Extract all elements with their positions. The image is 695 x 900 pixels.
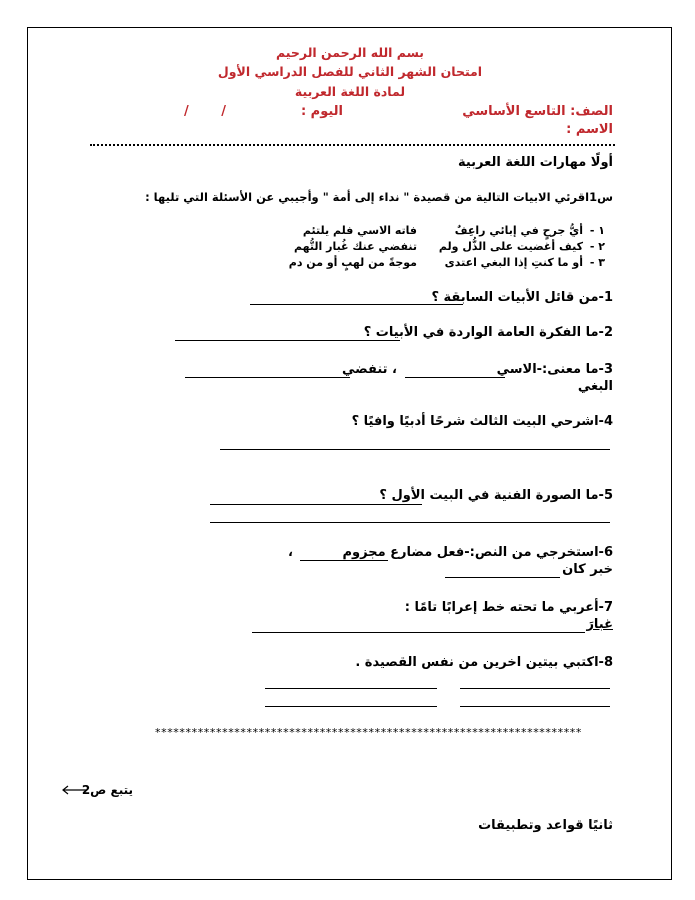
exam-title: امتحان الشهر الثاني للفصل الدراسي الأول <box>217 64 483 79</box>
answer-line-8d[interactable] <box>265 706 437 707</box>
question-4: 4-اشرحي البيت الثالث شرحًا أدبيًا وافيًا ؟ <box>351 414 613 429</box>
verse-3-first: أو ما كنتِ إذا البغي اعتدى <box>444 256 583 269</box>
verse-2-number: ٢ - <box>589 240 605 253</box>
question-3: 3-ما معنى:-الاسي <box>496 362 613 377</box>
instruction: س1اقرئي الابيات التالية من قصيدة " نداء إلى أمة " وأجيبي عن الأسئلة التي تليها : <box>145 190 613 204</box>
section2-title: ثانيًا قواعد وتطبيقات <box>478 818 613 833</box>
answer-line-4[interactable] <box>220 449 610 450</box>
answer-line-8b[interactable] <box>265 688 437 689</box>
question-7: 7-أعربي ما تحته خط إعرابًا تامًا : <box>404 600 613 615</box>
question-3-b: ، تنفضي <box>342 362 397 377</box>
answer-line-5a[interactable] <box>210 504 422 505</box>
verse-3-second: موجةً من لهبٍ أو من دم <box>288 256 417 269</box>
name-label: الاسم : <box>566 122 613 137</box>
answer-line-6a[interactable] <box>300 560 388 561</box>
header-divider <box>90 144 615 146</box>
basmala: بسم الله الرحمن الرحيم <box>276 45 424 60</box>
question-8: 8-اكتبي بيتين اخرين من نفس القصيدة . <box>355 655 613 670</box>
subject-title: لمادة اللغة العربية <box>294 84 406 99</box>
verse-1-number: ١ - <box>589 224 605 237</box>
date-slashes: / / <box>183 104 240 119</box>
question-7-word: غبارَ <box>586 617 613 632</box>
verse-1-second: فاته الاسي فلم يلتئم <box>302 224 417 237</box>
verse-2-second: تنفضي عنك غُبار التُّهم <box>294 240 417 253</box>
question-6: 6-استخرجي من النص:-فعل مضارع مجزوم <box>342 545 613 560</box>
continue-label: يتبع ص2 <box>81 783 133 797</box>
answer-line-8c[interactable] <box>460 706 610 707</box>
section1-title: أولًا مهارات اللغة العربية <box>457 155 613 170</box>
answer-line-6b[interactable] <box>445 577 560 578</box>
arrow-left-icon <box>60 785 88 795</box>
answer-line-3a[interactable] <box>405 377 505 378</box>
answer-line-2[interactable] <box>175 340 400 341</box>
question-6-b: خبر كان <box>562 562 613 577</box>
star-separator: ********************************************************************** <box>155 726 582 739</box>
day-label: اليوم : <box>300 104 343 119</box>
answer-line-7[interactable] <box>252 632 585 633</box>
answer-line-3b[interactable] <box>185 377 350 378</box>
verse-1-first: أيُّ جرحٍ في إبائي راعِفٌ <box>454 224 583 237</box>
question-3-c: البغي <box>577 379 613 394</box>
verse-2-first: كيف أغضيت على الذُّل ولم <box>438 240 583 253</box>
answer-line-5b[interactable] <box>210 522 610 523</box>
answer-line-1[interactable] <box>250 304 463 305</box>
question-2: 2-ما الفكرة العامة الواردة في الأبيات ؟ <box>363 325 613 340</box>
question-6-comma: ، <box>288 545 293 560</box>
question-1: 1-من قائل الأبيات السابقة ؟ <box>431 290 613 305</box>
answer-line-8a[interactable] <box>460 688 610 689</box>
verse-3-number: ٣ - <box>589 256 605 269</box>
grade-label: الصف: التاسع الأساسي <box>462 104 613 119</box>
question-5: 5-ما الصورة الفنية في البيت الأول ؟ <box>379 488 613 503</box>
